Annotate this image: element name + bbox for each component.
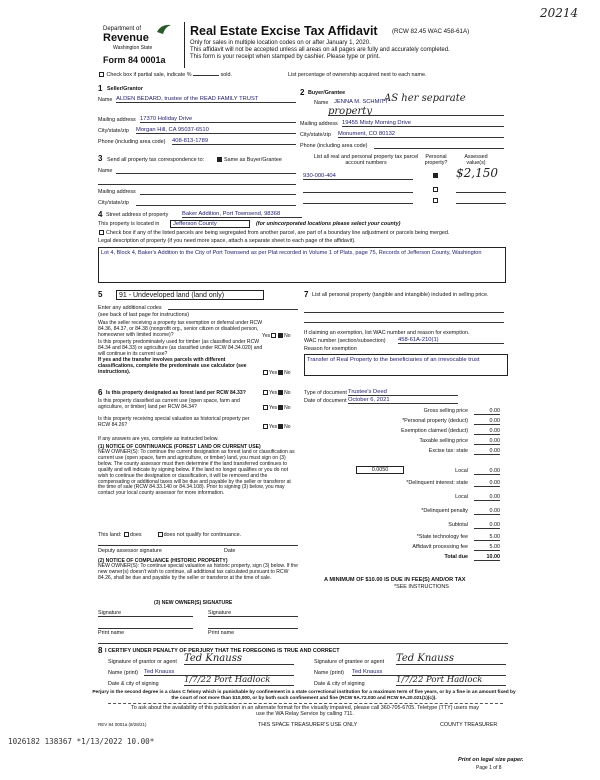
tax-row-label: Excise tax: state — [428, 448, 468, 454]
grantee-name-field[interactable]: Ted Knauss — [352, 669, 506, 676]
q-exemption-yes-checkbox[interactable] — [271, 333, 276, 338]
local-row-label: Local — [455, 468, 468, 474]
additional-codes-field[interactable] — [168, 304, 298, 310]
street-address-field[interactable]: Baker Addition, Port Townsend, 98368 — [182, 211, 302, 218]
q-forest-yes-label: Yes — [269, 390, 278, 396]
section-6 — [98, 388, 300, 638]
tax-row-value[interactable]: 0.00 — [474, 408, 500, 415]
section-7-number: 7 — [304, 290, 309, 299]
buyer-name-label: Name — [314, 100, 329, 106]
land-does-not-checkbox[interactable] — [158, 532, 163, 537]
corr-name-label: Name — [98, 168, 113, 174]
buyer-city-field[interactable]: Monument, CO 80132 — [338, 131, 504, 138]
seller-mailing-label: Mailing address — [98, 117, 136, 123]
q-current-use-yes-checkbox[interactable] — [263, 405, 268, 410]
this-land-label: This land: — [98, 532, 122, 538]
section-2-title: Buyer/Grantee — [308, 90, 346, 96]
section-4-number: 4 — [98, 210, 103, 219]
q-current-use-answer — [262, 405, 291, 411]
personal-property-list-2[interactable] — [304, 322, 504, 323]
local-row-label: *Delinquent penalty — [421, 508, 468, 514]
parcel-number-field-2[interactable] — [303, 187, 413, 193]
q-timber: Is this property predominately used for timber (as classified under RCW 84.34 and 84.33) or agriculture (as classified under RCW 84.34.020) and will continue in its current use? — [98, 339, 263, 357]
reason-box[interactable] — [304, 354, 508, 376]
notice-2-title: (2) NOTICE OF COMPLIANCE (HISTORIC PROPERTY) — [98, 558, 228, 564]
local-row-value[interactable]: 10.00 — [474, 554, 500, 561]
dor-logo-icon — [155, 22, 173, 36]
local-row-value[interactable]: 0.00 — [474, 468, 500, 475]
legal-description-box[interactable] — [98, 247, 506, 283]
exemption-note: If claiming an exemption, list WAC number and reason for exemption. — [304, 330, 470, 336]
tax-row-value[interactable]: 0.00 — [474, 418, 500, 425]
grantee-date-field[interactable]: 1/7/22 Port Hadlock — [396, 675, 506, 686]
doc-date-label: Date of document — [304, 398, 347, 404]
seller-mailing-field[interactable]: 17370 Holiday Drive — [140, 116, 296, 123]
section-3-number: 3 — [98, 154, 103, 163]
buyer-name-field[interactable]: JENNA M. SCHMITT — [334, 99, 389, 105]
q-exemption-no-checkbox[interactable] — [278, 333, 283, 338]
assessed-value-field[interactable]: $2,150 — [456, 166, 498, 180]
segregation-note: Check box if any of the listed parcels are being segregated from another parcel, are part of a boundary line adjustment or parcels being merged. — [106, 230, 450, 236]
local-row-label: Local — [455, 494, 468, 500]
section-6-number: 6 — [98, 388, 103, 397]
dept-line3: Washington State — [113, 45, 153, 51]
personal-property-header: Personal property? — [424, 154, 448, 167]
land-use-value: 91 - Undeveloped land (land only) — [119, 292, 225, 299]
q-historic-no-checkbox[interactable] — [278, 424, 283, 429]
tax-row-label: Taxable selling price — [419, 438, 468, 444]
local-row-value[interactable]: 0.00 — [474, 522, 500, 529]
q-timber-yes-checkbox[interactable] — [263, 370, 268, 375]
same-as-buyer-checkbox[interactable] — [217, 157, 222, 162]
subtitle-2: This affidavit will not be accepted unless all areas on all pages are fully and accurately completed. — [190, 47, 450, 53]
grantee-date-label: Date & city of signing — [314, 681, 365, 687]
local-row-label: *State technology fee — [416, 534, 468, 540]
grantor-name-label: Name (print) — [108, 670, 138, 676]
this-land-row — [98, 532, 241, 538]
tax-row-value[interactable]: 0.00 — [474, 428, 500, 435]
assessed-value-header: Assessed value(s) — [464, 154, 488, 167]
q-any-yes: If any answers are yes, complete as instructed below. — [98, 436, 219, 442]
q-current-use-no-label: No — [284, 405, 291, 411]
q-forest-yes-checkbox[interactable] — [263, 390, 268, 395]
q-historic: Is this property receiving special valuation as historical property per RCW 84.26? — [98, 416, 250, 428]
buyer-city-label: City/state/zip — [300, 132, 331, 138]
q-exemption-no-label: No — [284, 333, 291, 339]
personal-property-checkbox-2[interactable] — [433, 187, 438, 192]
treasurer-only: THIS SPACE TREASURER'S USE ONLY — [258, 722, 358, 728]
q-historic-no-label: No — [284, 424, 291, 430]
notice-2-body: NEW OWNER(S): To continue special valuation as historic property, sign (3) below. If the new owner(s) doesn't wish to continue, all additional tax calculated pursuant to RCW 84.26, shall be due and payable by the seller or transferor at the time of sale. — [98, 563, 298, 581]
q-current-use-yes-label: Yes — [269, 405, 278, 411]
buyer-name-underline — [328, 115, 504, 116]
corr-mailing-label: Mailing address — [98, 189, 136, 195]
section-1 — [98, 84, 298, 154]
notice-3-title: (3) NEW OWNER(S) SIGNATURE — [154, 600, 233, 606]
segregation-checkbox[interactable] — [99, 230, 104, 235]
parcel-header: List all real and personal property tax parcel account numbers — [313, 154, 419, 167]
personal-property-list-1[interactable] — [304, 312, 504, 313]
seller-phone-field[interactable]: 408-813-1789 — [172, 138, 296, 145]
grantor-sig-field[interactable]: Ted Knauss — [184, 653, 294, 665]
local-row-value[interactable]: 5.00 — [474, 544, 500, 551]
tax-row-label: Gross selling price — [423, 408, 468, 414]
reason-field: Transfer of Real Property to the beneficiaries of an irrevocable trust — [307, 357, 480, 363]
legal-size-note: Print on legal size paper. — [458, 757, 524, 763]
rev-number: REV 84 0001a (8/28/21) — [98, 722, 147, 727]
local-row-label: Total due — [444, 554, 468, 560]
grantee-sig-field[interactable]: Ted Knauss — [396, 653, 506, 665]
buyer-name-handwritten-2: property — [328, 106, 372, 117]
local-row-value[interactable]: 5.00 — [474, 534, 500, 541]
new-owner-print-label-2: Print name — [208, 630, 235, 636]
accessibility-divider — [108, 703, 503, 704]
q-timber-answer — [262, 370, 291, 376]
doc-date-field[interactable]: October 6, 2021 — [348, 397, 458, 404]
section-2 — [300, 84, 505, 154]
new-owner-print-label-1: Print name — [98, 630, 125, 636]
grantor-date-field[interactable]: 1/7/22 Port Hadlock — [184, 675, 294, 686]
county-label: This property is located in — [98, 221, 160, 227]
local-row-value[interactable]: 0.00 — [474, 494, 500, 501]
form-title: Real Estate Excise Tax Affidavit — [190, 24, 378, 38]
q-exemption-yes-label: Yes — [262, 333, 271, 339]
section-1-title: Seller/Grantor — [107, 86, 143, 92]
wac-label: WAC number (section/subsection) — [304, 338, 386, 344]
perjury-notice: Perjury in the second degree is a class C felony which is punishable by confinement in a state correctional institution for a maximum term of five years, or by a fine in an amount fixed by the court of not more than $10,000, or by both such confinement and fine (RCW 9A.72.030 and RCW 9A.20.021(1)(c)). — [92, 690, 516, 701]
doc-type-field[interactable]: Trustee's Deed — [348, 389, 458, 396]
q-timber-b: If yes and the transfer involves parcels with different classifications, complete the predominate use calculator (see instructions). — [98, 357, 247, 375]
buyer-phone-field[interactable] — [374, 142, 504, 149]
legal-description-field: Lot 4, Block 4, Baker's Addition to the City of Port Townsend as per Plat recorded in Volume 1 of Plats, page 75, Records of Jefferson County, Washington — [101, 250, 482, 256]
partial-sale-percent[interactable] — [193, 75, 219, 76]
subtitle-3: This form is your receipt when stamped by cashier. Please type or print. — [190, 54, 381, 60]
land-does-checkbox[interactable] — [124, 532, 129, 537]
local-rate-field[interactable]: 0.0050 — [356, 466, 404, 474]
parcel-number-field[interactable]: 930-000-404 — [303, 173, 413, 180]
seller-phone-label: Phone (including area code) — [98, 139, 166, 145]
q-current-use: Is this property classified as current use (open space, farm and agriculture, or timber) land per RCW 84.34? — [98, 398, 240, 410]
section-5-number: 5 — [98, 290, 103, 299]
assessed-value-field-2[interactable] — [456, 187, 506, 193]
q-timber-no-label: No — [284, 370, 291, 376]
send-correspondence-label: Send all property tax correspondence to: — [107, 157, 205, 163]
dept-line1: Department of — [103, 26, 142, 32]
buyer-mailing-label: Mailing address — [300, 121, 338, 127]
personal-property-checkbox-1[interactable] — [433, 173, 438, 178]
partial-sale-checkbox[interactable] — [99, 72, 104, 77]
county-select[interactable]: Jefferson County — [170, 220, 250, 228]
notice-1-body: NEW OWNER(S): To continue the current designation as forest land or classification as current use (open space, farm and agriculture, or timber) land, you must sign on (3) below. The county assessor must then determine if the land transferred continues to qualify and will indicate by signing below. If the land no longer qualifies or you do not wish to continue the designation or classification, it will be removed and the compensating or additional taxes will be due and payable by the seller or transferor at the time of sale (RCW 84.33.140 or 84.34.108). Prior to signing (3) below, you may contact your local county assessor for more information. — [98, 449, 295, 497]
ownership-note: List percentage of ownership acquired next to each name. — [288, 72, 427, 78]
partial-sale-row — [98, 72, 232, 78]
grantor-sig-label: Signature of grantor or agent — [108, 659, 177, 665]
reason-label: Reason for exemption — [304, 346, 357, 352]
q-forest-no-label: No — [284, 390, 291, 396]
land-does-label: does — [129, 532, 142, 538]
minimum-note: A MINIMUM OF $10.00 IS DUE IN FEE(S) AND/OR TAX — [324, 577, 466, 583]
q-forest: Is this property designated as forest land per RCW 84.33? — [106, 390, 246, 396]
q-timber-no-checkbox[interactable] — [278, 370, 283, 375]
subtitle-1: Only for sales in multiple location codes on or after January 1, 2020. — [190, 40, 371, 46]
local-row-label: Subtotal — [448, 522, 468, 528]
seller-city-field[interactable]: Morgan Hill, CA 95037-6510 — [136, 127, 296, 134]
grantee-name-label: Name (print) — [314, 670, 344, 676]
corr-name-field[interactable] — [116, 167, 296, 174]
tax-row-label: *Personal property (deduct) — [402, 418, 468, 424]
local-row-label: *Delinquent interest: state — [406, 480, 468, 486]
seller-name-field[interactable]: ALDEN BEDARD, trustee of the READ FAMILY TRUST — [116, 96, 296, 103]
seller-city-label: City/state/zip — [98, 128, 129, 134]
dept-line2: Revenue — [103, 32, 149, 44]
new-owner-sig-label-1: Signature — [98, 610, 122, 616]
wac-field[interactable]: 458-61A-210(1) — [398, 337, 504, 344]
header-divider — [184, 22, 185, 68]
land-does-not-label: does not qualify for continuance. — [163, 532, 242, 538]
q-current-use-no-checkbox[interactable] — [278, 405, 283, 410]
tax-row-value[interactable]: 0.00 — [474, 448, 500, 455]
see-back-note: (see back of last page for instructions) — [98, 312, 190, 318]
grantee-sig-label: Signature of grantee or agent — [314, 659, 385, 665]
corr-city-field[interactable] — [136, 199, 296, 206]
deputy-signature-line[interactable] — [98, 545, 298, 546]
corner-number: 20214 — [540, 6, 579, 20]
county-treasurer: COUNTY TREASURER — [440, 722, 498, 728]
tax-row-label: Exemption claimed (deduct) — [401, 428, 468, 434]
section-3 — [98, 154, 508, 210]
corr-city-label: City/state/zip — [98, 200, 129, 206]
assessed-value-field-3[interactable] — [456, 198, 506, 204]
treasurer-stamp: 1026182 138367 *1/13/2022 10.00* — [8, 737, 155, 746]
section-5 — [98, 290, 300, 376]
corr-mailing-field[interactable] — [140, 188, 296, 195]
form-number: Form 84 0001a — [103, 55, 166, 65]
certify-text: I CERTIFY UNDER PENALTY OF PERJURY THAT THE FOREGOING IS TRUE AND CORRECT — [105, 648, 340, 654]
grantor-name-field[interactable]: Ted Knauss — [144, 669, 294, 676]
q-forest-answer — [262, 390, 291, 396]
q-exemption: Was the seller receiving a property tax exemption or deferral under RCW 84.36, 84.37, or 84.38 (nonprofit org., senior citizen or disabled person, homeowner with limited income)? — [98, 320, 263, 338]
section-8-number: 8 — [98, 646, 103, 655]
additional-codes-label: Enter any additional codes — [98, 305, 162, 311]
q-exemption-answer — [262, 333, 291, 339]
grantor-date-label: Date & city of signing — [108, 681, 159, 687]
local-row-value[interactable]: 0.00 — [474, 508, 500, 515]
section-7-title: List all personal property (tangible and intangible) included in selling price. — [312, 292, 489, 298]
new-owner-sig-label-2: Signature — [208, 610, 232, 616]
local-row-label: Affidavit processing fee — [412, 544, 468, 550]
section-2-number: 2 — [300, 88, 305, 97]
buyer-phone-label: Phone (including area code) — [300, 143, 368, 149]
tax-row-value[interactable]: 0.00 — [474, 438, 500, 445]
seller-name-label: Name — [98, 97, 113, 103]
section-7 — [304, 290, 508, 600]
q-timber-yes-label: Yes — [269, 370, 278, 376]
accessibility-notice: To ask about the availability of this publication in an alternate format for the visually impaired, please call 360-705-6705. Teletype (TTY) users may use the WA Relay Service by calling 711. — [131, 705, 479, 718]
partial-sold-label: sold. — [220, 72, 232, 78]
corr-name-field-2[interactable] — [98, 178, 296, 185]
section-4 — [98, 210, 508, 286]
section-8-divider — [98, 643, 508, 644]
partial-sale-label: Check box if partial sale, indicate % — [106, 72, 192, 78]
deputy-signature-label: Deputy assessor signature — [98, 548, 162, 554]
legal-description-label: Legal description of property (if you need more space, attach a separate sheet to each page of the affidavit). — [98, 238, 356, 244]
q-historic-answer — [262, 424, 291, 430]
see-instructions: *SEE INSTRUCTIONS — [394, 584, 449, 590]
same-as-buyer-label: Same as Buyer/Grantee — [224, 157, 282, 163]
street-address-label: Street address of property — [106, 212, 169, 218]
land-use-select[interactable] — [116, 290, 264, 300]
form-title-ref: (RCW 82.45 WAC 458-61A) — [392, 28, 470, 35]
local-row-value[interactable]: 0.00 — [474, 480, 500, 487]
q-historic-yes-label: Yes — [269, 424, 278, 430]
q-historic-yes-checkbox[interactable] — [263, 424, 268, 429]
county-note: (for unincorporated locations please select your county) — [256, 221, 401, 227]
page-number: Page 1 of 8 — [476, 765, 502, 771]
section-1-number: 1 — [98, 84, 103, 93]
buyer-mailing-field[interactable]: 19455 Misty Morning Drive — [342, 120, 504, 127]
new-owner-print-line-1[interactable] — [98, 628, 193, 629]
notice-1-title: (1) NOTICE OF CONTINUANCE (FOREST LAND OR CURRENT USE) — [98, 444, 261, 450]
buyer-name-handwritten-1: AS her separate — [384, 93, 466, 104]
new-owner-print-line-2[interactable] — [208, 628, 298, 629]
deputy-date-label: Date — [224, 548, 236, 554]
parcel-number-field-3[interactable] — [303, 198, 413, 204]
personal-property-checkbox-3[interactable] — [433, 198, 438, 203]
q-forest-no-checkbox[interactable] — [278, 390, 283, 395]
doc-type-label: Type of document — [304, 390, 347, 396]
